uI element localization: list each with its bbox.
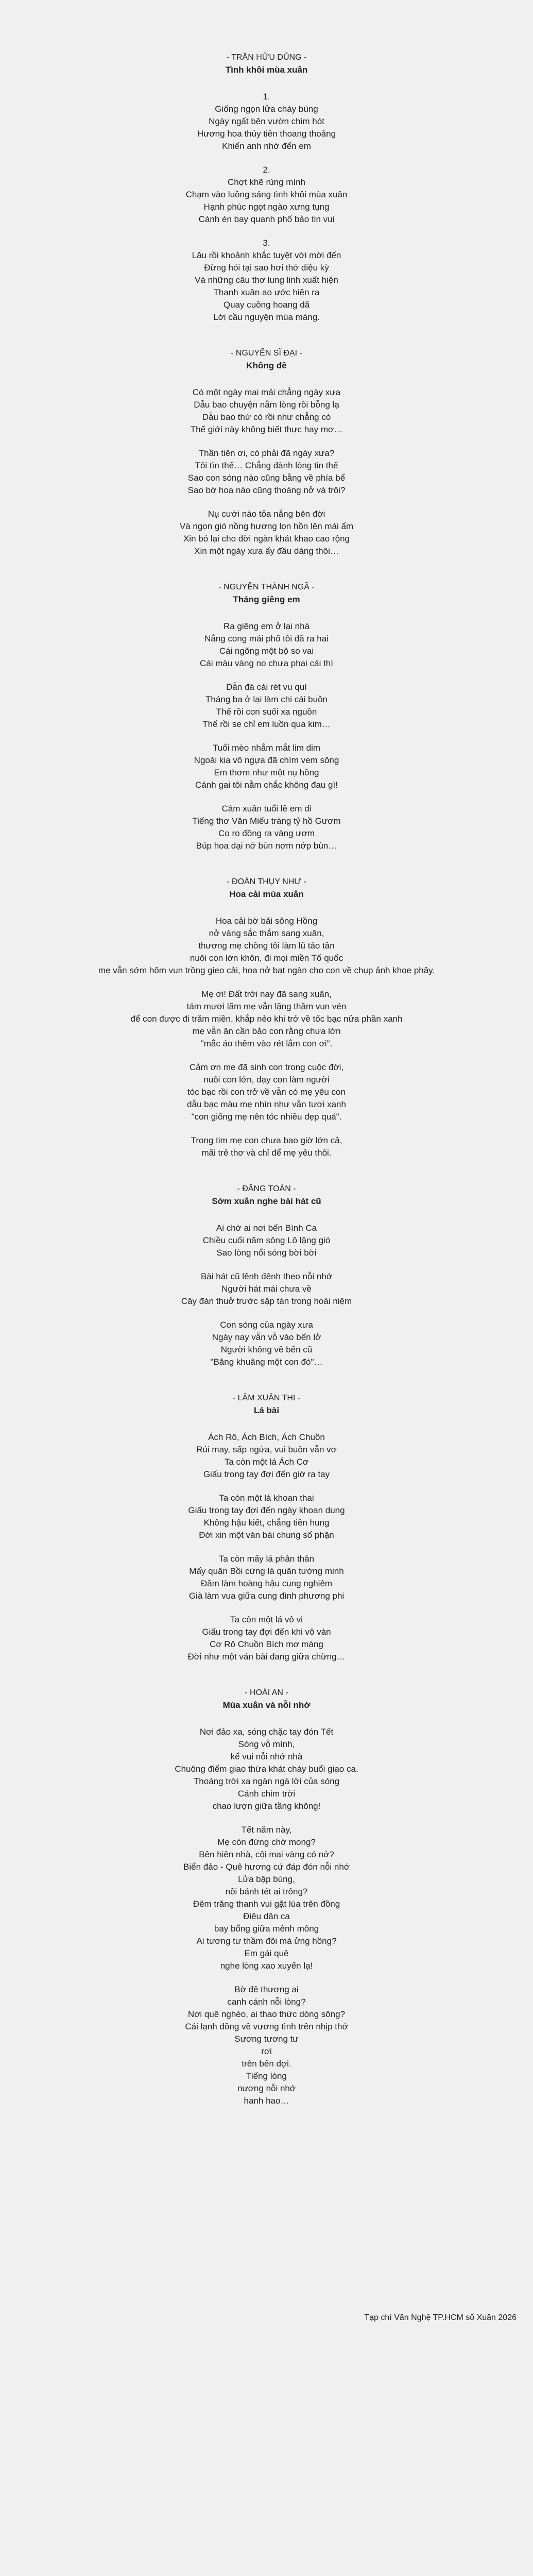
poem-line: mẹ vẫn ân cần bảo con rằng chưa lớn — [192, 1026, 341, 1036]
poem-line: Em thơm như một nụ hồng — [214, 768, 319, 777]
poem-line: mãi trẻ thơ và chỉ để mẹ yêu thôi. — [201, 1148, 332, 1158]
poem-line: Mấy quân Bồi cứng là quân tướng minh — [189, 1566, 344, 1576]
poem-line: Dẫu bao thứ có rồi như chẳng có — [202, 412, 331, 422]
poem-block — [0, 1687, 533, 2107]
poem-line: Tôi tìn thế… Chẳng đành lòng tin thế — [195, 461, 338, 470]
poem-line: Co ro đồng ra vàng ươm — [218, 828, 315, 838]
poem-block — [0, 876, 533, 1159]
poem-line: tám mươi lăm mẹ vẫn lặng thầm vun vén — [186, 1002, 347, 1011]
poem-author: - LÂM XUÂN THI - — [232, 1394, 301, 1402]
poem-title: Lá bài — [253, 1405, 280, 1415]
poem-stanza — [0, 1492, 533, 1541]
poem-stanza — [0, 803, 533, 852]
poem-line: Cái ngõng một bộ so vai — [219, 646, 314, 656]
poem-line: thương mẹ chồng tôi làm lũ tảo tần — [198, 941, 335, 951]
poem-line: Khiến anh nhớ đến em — [222, 141, 311, 151]
poem-line: Đầm làm hoàng hậu cung nghiêm — [200, 1579, 333, 1588]
poem-stanza — [0, 1614, 533, 1663]
poem-line: nuôi con lớn khôn, đi mọi miền Tổ quốc — [190, 953, 343, 963]
poem-line: Tiếng lòng — [246, 2071, 287, 2081]
poem-line: Đời xin một ván bài chung số phận — [199, 1530, 334, 1540]
poem-stanza — [0, 681, 533, 731]
poem-line: để con được đi trăm miền, khắp nẻo khi trở về tốc bạc nửa phần xanh — [130, 1014, 403, 1024]
poem-line: Cánh én bay quanh phố bảo tin vui — [198, 214, 335, 224]
poem-author: - NGUYỄN THÀNH NGÃ - — [218, 583, 315, 591]
poem-line: Bên hiên nhà, cội mai vàng có nở? — [199, 1850, 334, 1859]
poem-line: Giấu trong tay đợi đến giờ ra tay — [203, 1469, 330, 1479]
poem-stanza — [0, 988, 533, 1050]
poem-line: Giấu trong tay đợi đến khi vô vàn — [202, 1627, 331, 1637]
poem-line: Đêm trăng thanh vui gặt lúa trên đồng — [193, 1899, 340, 1909]
poem-line: Thế rồi con suối xa nguồn — [216, 707, 317, 717]
poem-title: Tình khôi mùa xuân — [225, 65, 308, 75]
poem-line: nở vàng sắc thắm sang xuân, — [209, 928, 324, 938]
poem-line: Già làm vua giữa cung đình phương phi — [188, 1591, 345, 1601]
poem-line: Cái lạnh đồng về vương tình trên nhịp thở — [185, 2022, 348, 2031]
poem-title: Mùa xuân và nỗi nhớ — [222, 1700, 311, 1710]
poem-line: bay bổng giữa mênh mông — [214, 1924, 319, 1934]
poem-line: Sao con sóng nào cũng bằng về phía bể — [187, 473, 346, 483]
poem-line: Lâu rồi khoảnh khắc tuyệt vời mời đến — [192, 250, 341, 260]
poem-line: Hoa cải bờ bãi sông Hồng — [215, 916, 318, 926]
poem-line: Chiều cuối năm sông Lô lặng gió — [202, 1235, 331, 1245]
poem-title: Hoa cải mùa xuân — [229, 889, 304, 899]
poem-line: trên bến đợi. — [242, 2059, 291, 2069]
poem-line: dẫu bạc màu mẹ nhìn như vẫn tươi xanh — [187, 1099, 346, 1109]
poem-author: - NGUYỄN SĨ ĐẠI - — [231, 349, 302, 358]
poem-line: Chợt khẽ rùng mình — [228, 177, 305, 187]
poem-line: nồi bánh tét ai trông? — [225, 1887, 308, 1896]
poem-stanza — [0, 1726, 533, 1812]
poem-line: Đời như một ván bài đang giữa chừng… — [187, 1652, 346, 1662]
poem-line: Dẫu bao chuyện nằm lòng rồi bỗng lạ — [194, 400, 339, 410]
poem-line: Ta còn một lá Ách Cơ — [224, 1457, 309, 1467]
poem-stanza — [0, 386, 533, 436]
poem-block — [0, 581, 533, 852]
poem-stanza — [0, 1061, 533, 1123]
poem-line: Búp hoa dại nở bùn nơm nớp bùn… — [196, 841, 337, 851]
poem-line: Tiếng thơ Văn Miếu tràng tỷ hồ Gươm — [192, 816, 341, 826]
poem-stanza — [0, 915, 533, 977]
poem-line: Ta còn một lá vô vi — [230, 1615, 303, 1624]
poem-line: "Băng khuâng một con đò"… — [210, 1357, 323, 1367]
poem-line: Và ngọn gió nồng hương lọn hồn lên mái ấm — [179, 521, 354, 531]
poem-line: Chuông điểm giao thừa khát cháy buổi giao ca. — [175, 1764, 358, 1774]
poem-line: Cơ Rô Chuồn Bích mơ màng — [210, 1639, 323, 1649]
poem-line: Hạnh phúc ngọt ngào xưng tụng — [203, 202, 330, 212]
poem-line: Chạm vào luồng sáng tình khôi mùa xuân — [185, 190, 348, 199]
poem-line: Sương tương tư — [234, 2034, 299, 2044]
poem-line: Nơi quê nghèo, ai thao thức dòng sông? — [187, 2009, 346, 2019]
poem-line: "mắc áo thêm vào rét lắm con ơi". — [200, 1039, 333, 1048]
poem-title: Tháng giêng em — [233, 595, 300, 604]
poem-stanza — [0, 1431, 533, 1481]
poem-line: Lửa bập bùng, — [238, 1874, 295, 1884]
poem-line: chao lượn giữa tầng không! — [212, 1801, 321, 1811]
poem-line: Cái màu vàng no chưa phai cái thì — [200, 658, 333, 668]
poem-line: Mẹ còn đứng chờ mong? — [217, 1837, 316, 1847]
poem-block — [0, 1183, 533, 1368]
poem-line: Tuổi mèo nhắm mắt lim dim — [212, 743, 321, 753]
poem-line: kể vui nỗi nhớ nhà — [230, 1752, 303, 1761]
poem-line: Ra giêng em ở lại nhà — [223, 621, 310, 631]
poem-stanza — [0, 1984, 533, 2107]
poem-line: Có một ngày mai mải chẳng ngày xưa — [192, 387, 341, 397]
poem-line: tóc bạc rồi con trở về vẫn có mẹ yêu con — [187, 1087, 346, 1097]
poem-stanza — [0, 508, 533, 557]
poem-stanza — [0, 1319, 533, 1368]
poem-line: Nơi đảo xa, sóng chặc tay đón Tết — [199, 1727, 334, 1737]
poem-line: Cảm ơn mẹ đã sinh con trong cuộc đời, — [189, 1062, 344, 1072]
poem-line: 3. — [263, 238, 270, 248]
poem-line: Không hậu kiết, chẳng tiền hung — [203, 1518, 330, 1528]
poem-line: Giống ngọn lửa cháy bùng — [215, 104, 318, 114]
poem-line: Xin một ngày xưa ấy đầu dáng thôi… — [194, 546, 339, 556]
poem-stanza — [0, 164, 533, 226]
poem-line: nương nỗi nhớ — [237, 2083, 296, 2093]
poem-line: Điệu dân ca — [243, 1911, 290, 1921]
source-citation: Tạp chí Văn Nghệ TP.HCM số Xuân 2026 — [364, 2313, 517, 2322]
poem-line: Cảm xuân tuổi lề em đi — [221, 804, 312, 814]
poem-line: Sóng vỗ mình, — [238, 1739, 295, 1749]
poem-author: - ĐOÀN THỤY NHƯ - — [227, 877, 306, 886]
poem-title: Không đề — [246, 361, 287, 370]
poem-stanza — [0, 620, 533, 670]
poem-line: Tết năm này, — [241, 1825, 292, 1835]
poem-line: Đừng hỏi tại sao hơi thở diệu kỳ — [204, 263, 329, 273]
poem-line: Cánh chim trời — [237, 1789, 296, 1799]
poem-line: Nụ cười nào tỏa nắng bên đời — [208, 509, 325, 519]
poem-line: Ai tương tư thầm đôi má ửng hồng? — [196, 1936, 337, 1946]
poem-stanza — [0, 1134, 533, 1159]
poem-line: Em gái quê — [244, 1948, 289, 1958]
poem-stanza — [0, 1824, 533, 1972]
poem-line: 1. — [263, 92, 270, 101]
poem-stanza — [0, 742, 533, 791]
poem-line: canh cánh nỗi lòng? — [227, 1997, 306, 2007]
poem-line: Giấu trong tay đợi đến ngày khoan dung — [188, 1505, 345, 1515]
poem-line: Quay cuồng hoang dã — [223, 300, 310, 310]
poem-line: Dẫn đá cái rét vu quí — [226, 682, 307, 692]
poem-line: nghe lòng xao xuyến lạ! — [220, 1961, 313, 1971]
poem-stanza — [0, 1270, 533, 1308]
poem-line: Thanh xuân ao ước hiện ra — [213, 287, 320, 297]
poem-stanza — [0, 1222, 533, 1259]
poem-stanza — [0, 237, 533, 324]
poem-line: Bờ đê thương ai — [234, 1985, 299, 1994]
poem-line: mẹ vẫn sớm hôm vun trồng gieo cải, hoa nở bạt ngàn cho con về chụp ảnh khoe phây. — [98, 965, 435, 975]
poem-line: Sao bờ hoa nào cũng thoáng nở và trôi? — [187, 485, 346, 495]
poem-line: Con sóng của ngày xưa — [220, 1320, 313, 1330]
poem-block — [0, 1392, 533, 1663]
poem-stanza — [0, 91, 533, 152]
poem-line: Rủi may, sấp ngửa, vui buồn vẫn vơ — [196, 1445, 337, 1454]
poem-line: Ai chờ ai nơi bến Bình Ca — [216, 1223, 317, 1233]
poem-line: Trong tim mẹ con chưa bao giờ lớn cả, — [191, 1136, 342, 1145]
poem-line: Thế giới này không biết thực hay mơ… — [190, 425, 343, 434]
poem-line: 2. — [263, 165, 270, 175]
poem-line: Sao lòng nổi sóng bời bời — [216, 1248, 317, 1258]
poem-line: Bài hát cũ lênh đênh theo nỗi nhớ — [200, 1272, 332, 1281]
poem-line: Tháng ba ở lại làm chi cái buồn — [205, 694, 328, 704]
poem-stanza — [0, 1553, 533, 1602]
poem-line: Ngày nay vẫn vỗ vào bến lở — [212, 1332, 321, 1342]
poem-line: Và những câu thơ lung linh xuất hiện — [195, 275, 338, 285]
poem-line: nuôi con lớn, dạy con làm người — [203, 1075, 330, 1084]
poem-line: Mẹ ơi! Đất trời nay đã sang xuân, — [201, 989, 332, 999]
poem-block — [0, 347, 533, 557]
poem-line: Ách Rô, Ách Bích, Ách Chuồn — [208, 1432, 325, 1442]
poem-line: Lời cầu nguyện mùa màng. — [213, 312, 320, 322]
poem-stanza — [0, 447, 533, 497]
poem-line: Hương hoa thủy tiên thoang thoảng — [197, 129, 336, 139]
poem-line: "con giống mẹ nên tóc nhiều đẹp quá". — [191, 1112, 342, 1122]
poem-author: - TRẦN HỮU DŨNG - — [226, 53, 307, 62]
poem-line: Biển đảo - Quê hương cứ đáp đón nỗi nhớ — [183, 1862, 350, 1872]
poem-line: hanh hao… — [244, 2096, 289, 2106]
poem-author: - HOÀI AN - — [245, 1688, 288, 1697]
poems-container — [0, 52, 533, 2131]
poem-line: Ngoài kia vô ngựa đã chìm vem sông — [194, 755, 339, 765]
poem-line: Cánh gai tôi nằm chắc không đau gì! — [195, 780, 338, 790]
poem-line: Thoáng trời xa ngàn ngà lời của sóng — [193, 1776, 340, 1786]
poem-line: Thế rồi se chỉ em luồn qua kim… — [202, 719, 331, 729]
poem-line: Ngày ngất bên vườn chim hót — [209, 116, 324, 126]
poem-line: Người không về bến cũ — [220, 1345, 313, 1354]
poem-block — [0, 52, 533, 324]
poem-line: Xin bỏ lại cho đời ngàn khát khao cao rộng — [183, 534, 350, 544]
poem-line: Cây đàn thuở trước sập tàn trong hoài niệm — [181, 1296, 352, 1306]
poem-line: rơi — [261, 2046, 272, 2056]
poem-line: Thần tiên ơi, có phải đã ngày xưa? — [198, 448, 335, 458]
poem-title: Sớm xuân nghe bài hát cũ — [212, 1196, 321, 1206]
poem-line: Nắng cong mái phố tôi đã ra hai — [204, 634, 329, 643]
poem-line: Ta còn mấy lá phân thân — [218, 1554, 315, 1564]
poem-author: - ĐĂNG TOÀN - — [237, 1184, 296, 1193]
poem-line: Người hát mái chưa về — [221, 1284, 312, 1294]
poem-line: Ta còn một lá khoan thai — [219, 1493, 314, 1503]
